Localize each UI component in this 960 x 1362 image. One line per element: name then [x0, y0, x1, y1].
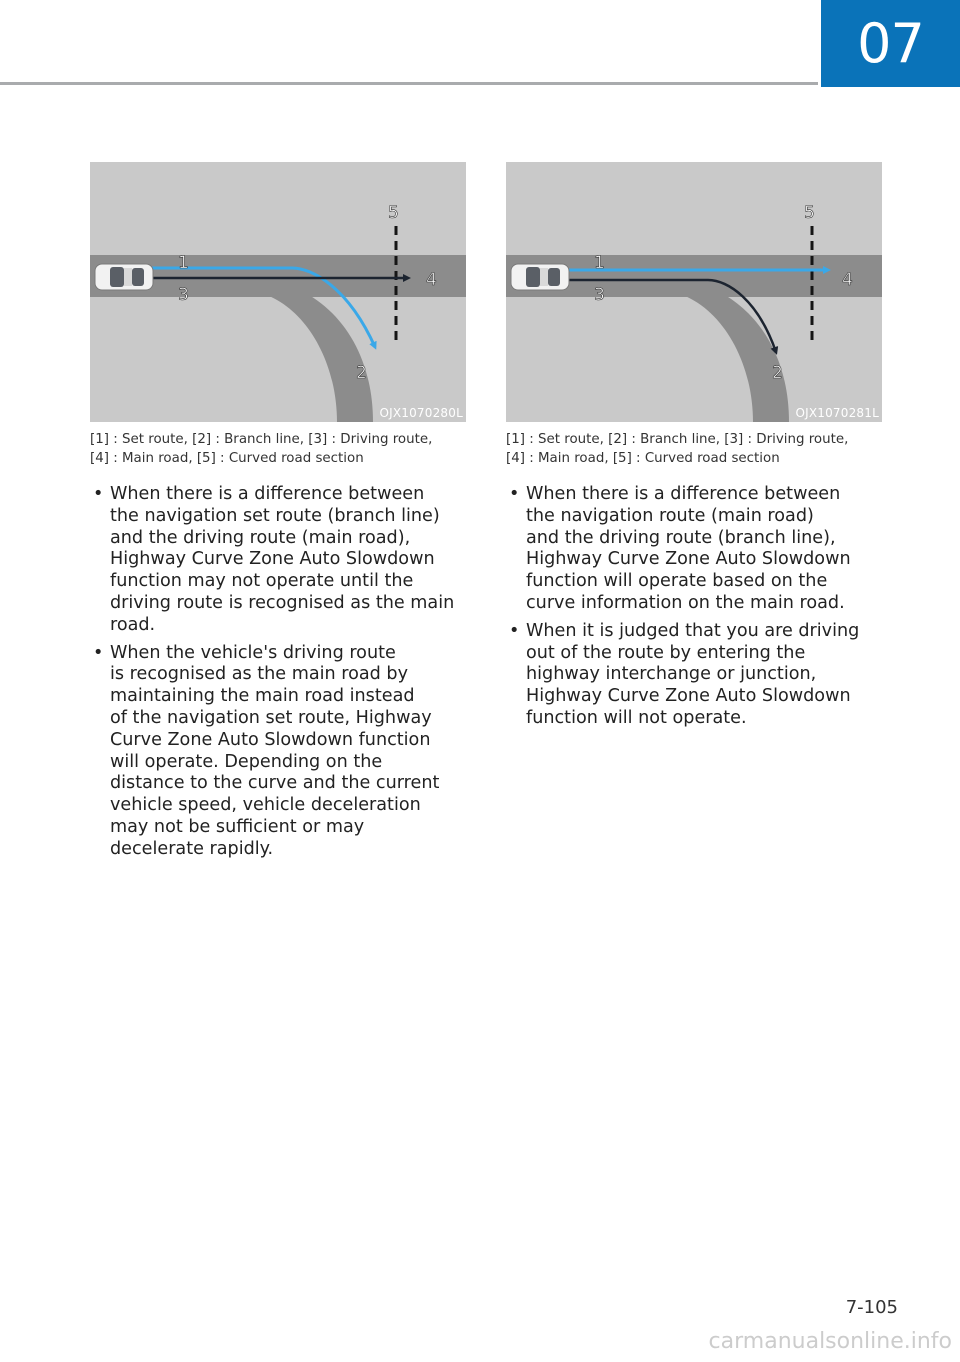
caption-line: [4] : Main road, [5] : Curved road section: [506, 451, 780, 466]
bullet-line: Highway Curve Zone Auto Slowdown: [526, 686, 851, 707]
bullet-line: and the driving route (branch line),: [526, 527, 836, 548]
bullet-line: decelerate rapidly.: [110, 838, 274, 859]
bullet-line: is recognised as the main road by: [110, 664, 409, 685]
bullet-line: When there is a difference between: [526, 484, 841, 504]
bullet-line: When the vehicle's driving route: [110, 642, 396, 663]
bullet-line: vehicle speed, vehicle deceleration: [110, 795, 421, 816]
watermark: carmanualsonline.info: [708, 1329, 952, 1354]
bullet-dot: •: [509, 620, 520, 641]
page-number: 7-105: [845, 1297, 898, 1318]
bullet-dot: •: [93, 642, 104, 663]
bullet-list: [506, 484, 882, 730]
bullet-line: the navigation set route (branch line): [110, 505, 440, 526]
bullet-line: highway interchange or junction,: [526, 664, 817, 685]
bullet-line: Highway Curve Zone Auto Slowdown: [526, 549, 851, 570]
label-5: 5: [804, 203, 815, 223]
branch-road: [240, 277, 373, 422]
bullet-line: When there is a difference between: [110, 484, 425, 504]
road-diagram: [506, 162, 882, 422]
bullet-line: may not be sufficient or may: [110, 816, 365, 837]
bullet-line: and the driving route (main road),: [110, 527, 411, 548]
figure-code: OJX1070280L: [379, 406, 463, 420]
bullet-item: [506, 621, 882, 730]
bullet-line: distance to the curve and the current: [110, 773, 440, 794]
bullet-line: function will not operate.: [526, 707, 747, 728]
bullet-dot: •: [509, 484, 520, 504]
chapter-number: 07: [857, 12, 924, 75]
label-1: 1: [178, 253, 189, 273]
caption-line: [4] : Main road, [5] : Curved road section: [90, 451, 364, 466]
header-rule: [0, 82, 818, 85]
caption-line: [1] : Set route, [2] : Branch line, [3] : Driving route,: [90, 432, 433, 447]
road-diagram: [90, 162, 466, 422]
bullet-line: When it is judged that you are driving: [526, 620, 860, 641]
bullet-line: of the navigation set route, Highway: [110, 707, 432, 728]
bullet-line: Highway Curve Zone Auto Slowdown: [110, 549, 435, 570]
label-3: 3: [178, 285, 189, 305]
chapter-tab: [821, 0, 960, 87]
bullet-item: [506, 484, 882, 615]
bullet-line: curve information on the main road.: [526, 592, 845, 613]
left-column: [90, 162, 466, 867]
bullet-line: Curve Zone Auto Slowdown function: [110, 729, 431, 750]
label-4: 4: [426, 270, 437, 290]
bullet-line: the navigation route (main road): [526, 505, 814, 526]
figure-main-set-route: [506, 162, 882, 422]
bullet-line: will operate. Depending on the: [110, 751, 383, 772]
figure-caption: [506, 430, 882, 468]
car-icon: [511, 264, 569, 290]
bullet-item: [90, 484, 466, 637]
car-icon: [95, 264, 153, 290]
caption-line: [1] : Set route, [2] : Branch line, [3] : Driving route,: [506, 432, 849, 447]
figure-code: OJX1070281L: [795, 406, 879, 420]
right-column: [506, 162, 882, 736]
label-3: 3: [594, 285, 605, 305]
bullet-line: maintaining the main road instead: [110, 686, 415, 707]
label-2: 2: [772, 363, 783, 383]
bullet-line: function may not operate until the: [110, 571, 414, 592]
label-1: 1: [594, 253, 605, 273]
bullet-line: driving route is recognised as the main: [110, 592, 455, 613]
bullet-dot: •: [93, 484, 104, 504]
label-2: 2: [356, 363, 367, 383]
bullet-line: road.: [110, 614, 156, 635]
bullet-item: [90, 643, 466, 861]
bullet-line: out of the route by entering the: [526, 642, 806, 663]
label-4: 4: [842, 270, 853, 290]
bullet-line: function will operate based on the: [526, 571, 828, 592]
label-5: 5: [388, 203, 399, 223]
figure-caption: [90, 430, 466, 468]
bullet-list: [90, 484, 466, 861]
branch-road: [656, 277, 789, 422]
figure-branch-set-route: [90, 162, 466, 422]
